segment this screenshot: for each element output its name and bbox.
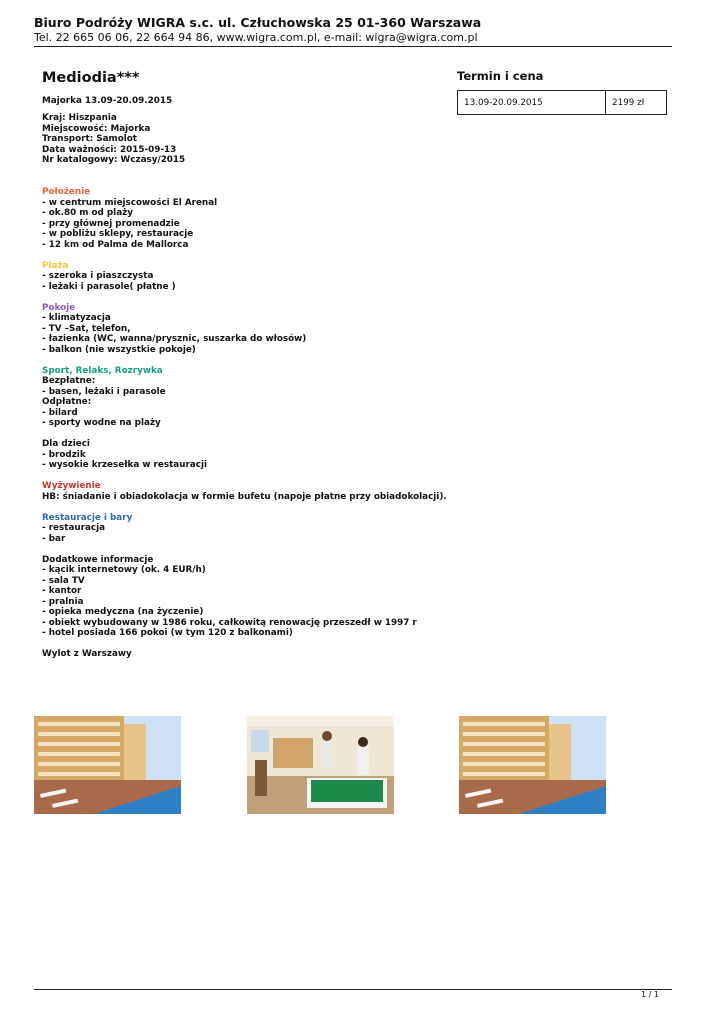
section-heading: Wyżywienie xyxy=(42,481,101,491)
section-heading: Restauracje i bary xyxy=(42,512,133,523)
section-line: Dodatkowe informacje xyxy=(42,554,154,565)
game-room-photo xyxy=(247,716,394,814)
price-title: Termin i cena xyxy=(457,69,544,83)
section-line: - balkon (nie wszystkie pokoje) xyxy=(42,344,196,355)
offer-subtitle: Majorka 13.09-20.09.2015 xyxy=(42,96,173,106)
section-line: - bilard xyxy=(42,407,78,418)
section-line: Dla dzieci xyxy=(42,439,90,449)
section-heading: Plaża xyxy=(42,260,69,271)
section-line xyxy=(42,544,642,555)
section-heading: Położenie xyxy=(42,187,91,197)
section-line: Wylot z Warszawy xyxy=(42,649,132,659)
section-spacer xyxy=(42,355,642,366)
section-line: - hotel posiada 166 pokoi (w tym 120 z balkonami) xyxy=(42,628,293,638)
section-line: - restauracja xyxy=(42,523,106,533)
section-line: - w centrum miejscowości El Arenal xyxy=(42,197,218,208)
section-line: - ok.80 m od plaży xyxy=(42,208,133,218)
footer-divider xyxy=(34,989,672,990)
section-line: - opieka medyczna (na życzenie) xyxy=(42,607,204,617)
section-heading: Pokoje xyxy=(42,302,76,313)
info-catalog: Nr katalogowy: Wczasy/2015 xyxy=(42,155,186,165)
section-heading: Sport, Relaks, Rozrywka xyxy=(42,365,163,376)
section-spacer xyxy=(42,502,642,513)
section-line: Bezpłatne: xyxy=(42,376,96,386)
section xyxy=(42,481,642,502)
section-line: HB: śniadanie i obiadokolacja w formie bufetu (napoje płatne przy obiadokolacji). xyxy=(42,491,447,502)
offer-info xyxy=(42,113,185,166)
section-spacer xyxy=(42,471,642,482)
section xyxy=(42,261,642,293)
header-divider xyxy=(34,46,672,47)
section xyxy=(42,366,642,471)
section-line: - TV –Sat, telefon, xyxy=(42,323,131,334)
page-number: 1 / 1 xyxy=(641,990,659,999)
info-transport: Transport: Samolot xyxy=(42,134,138,144)
info-location: Miejscowość: Majorka xyxy=(42,123,151,134)
price-row xyxy=(458,91,667,115)
section-line xyxy=(42,639,642,650)
section-line: Odpłatne: xyxy=(42,397,92,407)
section-line: - przy głównej promenadzie xyxy=(42,218,180,229)
section-line: - w pobliżu sklepy, restauracje xyxy=(42,229,194,239)
section xyxy=(42,303,642,356)
offer-title: Mediodia*** xyxy=(42,70,140,86)
section-spacer xyxy=(42,292,642,303)
section xyxy=(42,513,642,660)
section-line: - 12 km od Palma de Mallorca xyxy=(42,239,189,250)
section-line: - sporty wodne na plaży xyxy=(42,418,161,428)
section-line: - bar xyxy=(42,533,66,544)
section-line: - klimatyzacja xyxy=(42,313,111,323)
section-line: - wysokie krzesełka w restauracji xyxy=(42,460,207,470)
section-line: - kącik internetowy (ok. 4 EUR/h) xyxy=(42,565,206,575)
section-line: - obiekt wybudowany w 1986 roku, całkowitą renowację przeszedł w 1997 r xyxy=(42,617,417,628)
section-line: - łazienka (WC, wanna/prysznic, suszarka do włosów) xyxy=(42,334,307,344)
price-amount: 2199 zł xyxy=(606,91,667,115)
info-country: Kraj: Hiszpania xyxy=(42,113,117,123)
section-line xyxy=(42,429,642,440)
section-line: - brodzik xyxy=(42,449,86,460)
section-line: - kantor xyxy=(42,586,82,596)
price-date: 13.09-20.09.2015 xyxy=(458,91,606,115)
price-table xyxy=(457,90,667,115)
section-line: - basen, leżaki i parasole xyxy=(42,386,166,397)
info-validity: Data ważności: 2015-09-13 xyxy=(42,144,177,155)
section xyxy=(42,187,642,250)
section-line: - szeroka i piaszczysta xyxy=(42,271,154,281)
hotel-pool-photo xyxy=(34,716,181,814)
section-line: - sala TV xyxy=(42,575,85,586)
section-line: - leżaki i parasole( płatne ) xyxy=(42,281,176,292)
section-spacer xyxy=(42,250,642,261)
section-line: - pralnia xyxy=(42,596,84,607)
header-company: Biuro Podróży WIGRA s.c. ul. Człuchowska 25 01-360 Warszawa xyxy=(34,15,482,30)
hotel-pool-photo-2 xyxy=(459,716,606,814)
header-contact: Tel. 22 665 06 06, 22 664 94 86, www.wigra.com.pl, e-mail: wigra@wigra.com.pl xyxy=(34,31,478,44)
offer-description xyxy=(42,187,642,660)
